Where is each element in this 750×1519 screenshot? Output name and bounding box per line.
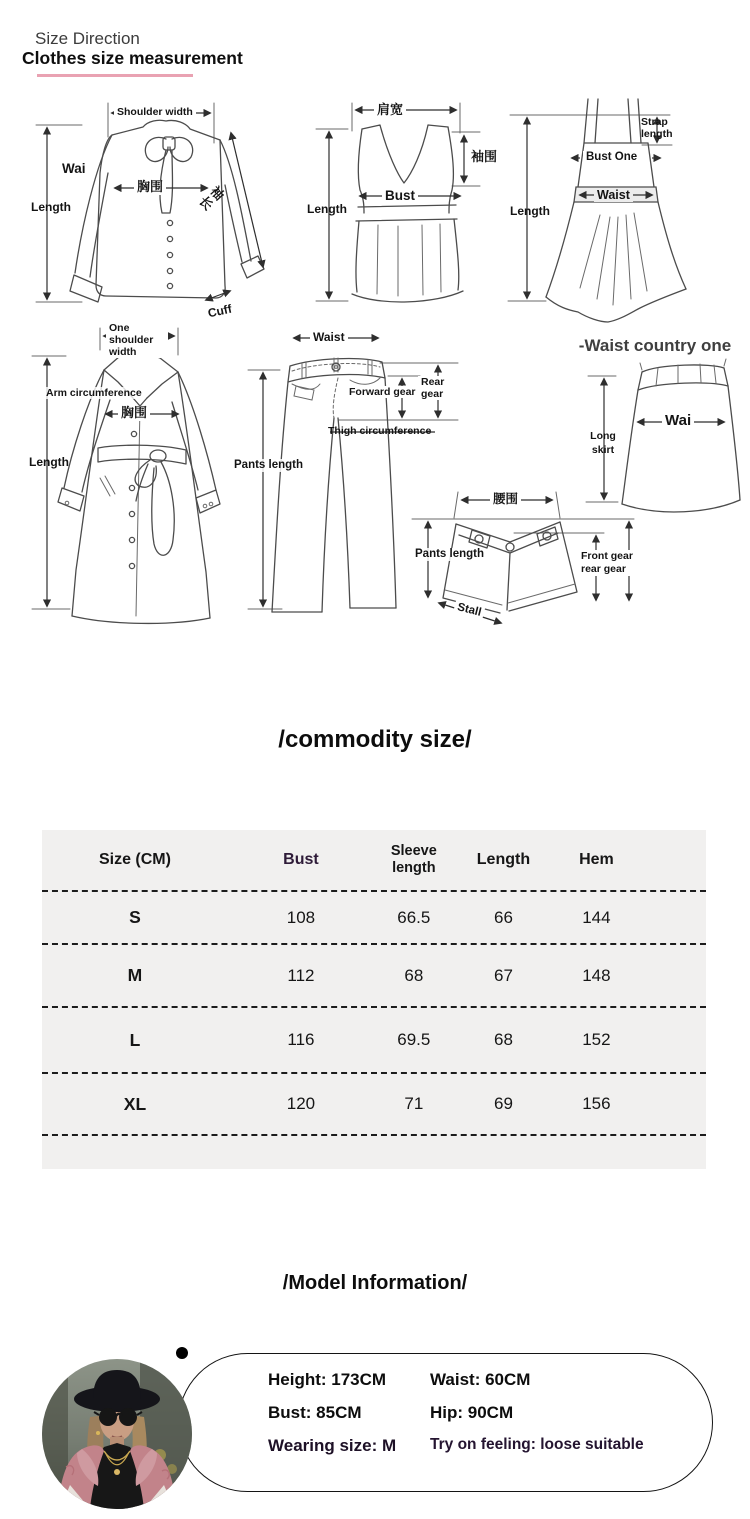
shorts-pants-length-label: Pants length: [415, 548, 485, 560]
coat-length-label: Length: [29, 455, 69, 469]
sleeve-cell: 66.5: [397, 907, 431, 927]
diagram-shorts: [410, 480, 650, 635]
coat-arm-circumference-label: Arm circumference: [46, 387, 142, 399]
vest-length-label: Length: [307, 202, 347, 216]
model-portrait-illustration: [42, 1359, 192, 1509]
size-table-header-row: [42, 830, 706, 892]
sleeve-cell: 71: [404, 1094, 424, 1113]
col-header-hem: Hem: [579, 851, 614, 868]
model-hip: Hip: 90CM: [430, 1403, 514, 1422]
model-photo: [42, 1359, 192, 1509]
vest-shoulder-cn-label: 肩宽: [374, 103, 406, 118]
vest-bust-label: Bust: [382, 188, 418, 204]
length-cell: 68: [493, 1030, 513, 1049]
commodity-size-heading: /commodity size/: [278, 726, 472, 753]
model-wearing-size: Wearing size: M: [268, 1436, 397, 1455]
shorts-stall-label: Stall: [453, 601, 486, 621]
col-header-length: Length: [476, 851, 531, 868]
dress-length-label: Length: [510, 204, 550, 218]
vest-sleeve-cn-label: 袖围: [471, 149, 498, 164]
hem-cell: 156: [582, 1094, 611, 1113]
pants-thigh-label: Thigh circumference: [328, 425, 432, 437]
dress-waist-label: Waist: [594, 188, 633, 202]
table-row-m: [42, 945, 706, 1008]
hem-cell: 144: [582, 907, 611, 927]
blouse-sleeve-cn-label: 袖长: [196, 183, 228, 214]
bust-cell: 116: [287, 1030, 315, 1049]
col-header-sleeve-length: Sleeve length: [390, 842, 437, 876]
coat-line-art: [20, 320, 255, 630]
length-cell: 69: [493, 1094, 513, 1113]
table-row-xl: [42, 1074, 706, 1136]
skirt-long-skirt-label: Long skirt: [590, 430, 616, 456]
model-height: Height: 173CM: [268, 1370, 387, 1389]
shorts-front-rear-gear-label: Front gear rear gear: [578, 550, 646, 576]
pants-length-label: Pants length: [234, 459, 304, 471]
pants-waist-label: Waist: [310, 331, 348, 345]
sleeve-cell: 69.5: [397, 1030, 431, 1049]
coat-bust-cn-label: 胸围: [118, 406, 150, 421]
size-cell: L: [129, 1029, 141, 1050]
size-table: [42, 830, 706, 1169]
model-try-on-feeling: Try on feeling: loose suitable: [430, 1436, 644, 1453]
diagram-vest: [300, 95, 500, 325]
size-cell: M: [127, 965, 143, 985]
skirt-title: -Waist country one: [578, 336, 732, 355]
skirt-wai-label: Wai: [662, 412, 694, 429]
pants-rear-gear-label: Rear gear: [418, 376, 460, 400]
diagram-coat: [20, 320, 255, 630]
length-cell: 67: [493, 965, 513, 985]
pink-underline: [37, 74, 193, 77]
length-cell: 66: [493, 907, 513, 927]
diagram-blouse: [20, 95, 270, 330]
bust-cell: 108: [286, 907, 316, 927]
shorts-waist-cn-label: 腰围: [490, 492, 521, 506]
hem-cell: 152: [582, 1030, 611, 1049]
size-cell: XL: [123, 1093, 147, 1114]
blouse-cuff-label: Cuff: [206, 301, 234, 321]
hem-cell: 148: [582, 965, 611, 985]
model-stats: [268, 1370, 644, 1456]
table-footer-spacer: [42, 1136, 706, 1169]
sleeve-cell: 68: [404, 965, 424, 985]
col-header-bust: Bust: [283, 851, 319, 868]
coat-one-shoulder-width-label: One shoulder width: [106, 322, 168, 358]
bust-cell: 112: [287, 965, 315, 985]
model-bust: Bust: 85CM: [268, 1403, 362, 1422]
box-corner-dot: [176, 1347, 188, 1359]
model-waist: Waist: 60CM: [430, 1370, 531, 1389]
blouse-shoulder-width-label: Shoulder width: [114, 106, 196, 118]
size-cell: S: [129, 907, 141, 927]
blouse-length-label: Length: [31, 200, 71, 214]
page-title: Size Direction: [35, 29, 140, 48]
blouse-wai-label: Wai: [62, 161, 86, 176]
diagram-dress: [500, 95, 750, 325]
col-header-size: Size (CM): [98, 851, 171, 868]
table-row-s: [42, 892, 706, 945]
table-row-l: [42, 1008, 706, 1074]
blouse-bust-cn-label: 胸围: [134, 180, 166, 195]
dress-strap-length-label: Strap length: [641, 116, 673, 141]
dress-bust-one-label: Bust One: [583, 151, 640, 164]
page-subtitle: Clothes size measurement: [22, 48, 243, 68]
pants-forward-gear-label: Forward gear: [346, 386, 419, 398]
bust-cell: 120: [286, 1094, 316, 1113]
model-information-heading: /Model Information/: [282, 1272, 468, 1294]
